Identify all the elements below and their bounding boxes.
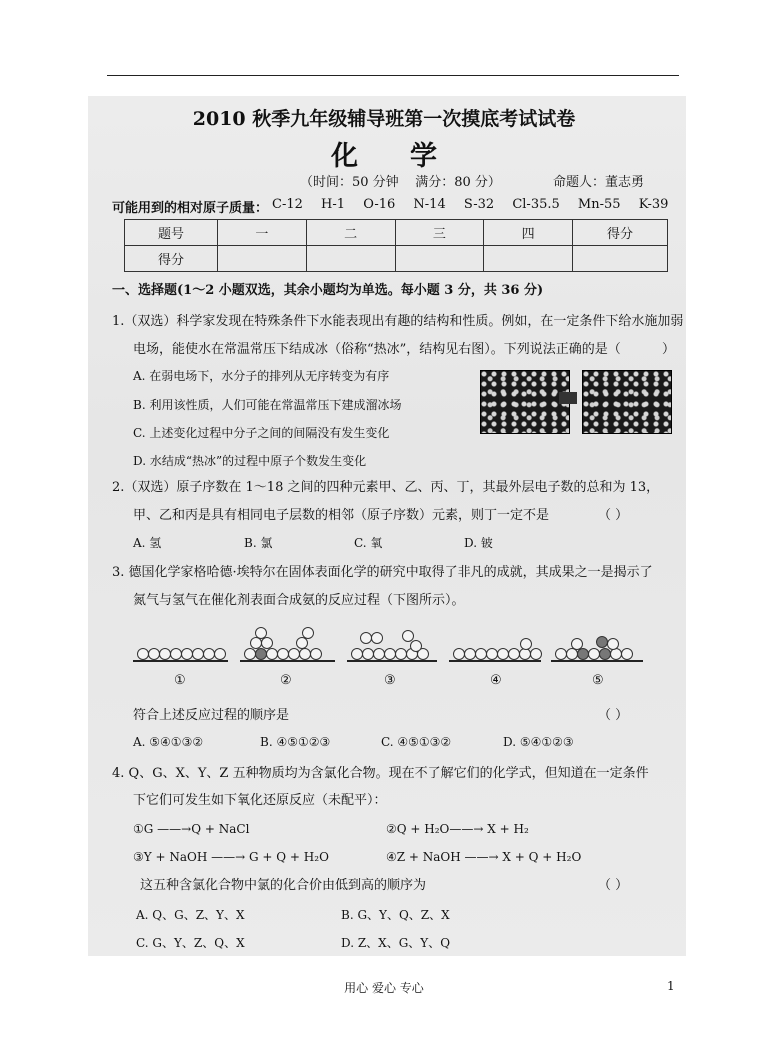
- diagram-label: ④: [490, 673, 502, 688]
- q2-answer-paren[interactable]: （ ）: [598, 508, 629, 523]
- atomic-mass-item: N-14: [413, 197, 446, 212]
- score-table-score-row: [125, 246, 668, 272]
- atom: [261, 637, 273, 649]
- q1-option-a[interactable]: A. 在弱电场下，水分子的排列从无序转变为有序: [133, 369, 390, 383]
- atom: [530, 648, 542, 660]
- q3-option-a[interactable]: A. ⑤④①③②: [133, 735, 204, 749]
- exam-full-score: 满分：80 分）: [415, 175, 501, 190]
- score-table-header-row: [125, 220, 668, 246]
- catalyst-surface: [347, 660, 437, 662]
- q4-equation-4: ④Z + NaOH ——→ X + Q + H₂O: [386, 850, 582, 864]
- score-cell[interactable]: [484, 246, 573, 272]
- q4-stem-line2: 下它们可发生如下氧化还原反应（未配平）：: [133, 793, 387, 808]
- q4-answer-paren[interactable]: （ ）: [598, 878, 629, 893]
- q3-answer-paren[interactable]: （ ）: [598, 708, 629, 723]
- table-cell: 得分: [125, 246, 218, 272]
- q4-option-a[interactable]: A. Q、G、Z、Y、X: [136, 908, 245, 922]
- atom: [255, 627, 267, 639]
- q4-equation-3: ③Y + NaOH ——→ G + Q + H₂O: [133, 850, 329, 864]
- q3-option-c[interactable]: C. ④⑤①③②: [381, 735, 452, 749]
- atom: [520, 638, 532, 650]
- q4-stem-line1: 4. Q、G、X、Y、Z 五种物质均为含氯化合物。现在不了解它们的化学式，但知道在一定条件: [112, 766, 649, 781]
- table-cell: 二: [306, 220, 395, 246]
- atomic-mass-item: O-16: [363, 197, 396, 212]
- atom: [410, 640, 422, 652]
- section-heading: 一、选择题(1～2 小题双选，其余小题均为单选。每小题 3 分，共 36 分): [112, 283, 544, 298]
- catalyst-surface: [133, 660, 228, 662]
- q3-question: 符合上述反应过程的顺序是: [133, 708, 290, 723]
- q1-stem-line2: 电场，能使水在常温常压下结成冰（俗称“热冰”，结构见右图）。下列说法正确的是（: [133, 342, 621, 357]
- q4-equation-2: ②Q + H₂O——→ X + H₂: [386, 822, 529, 836]
- exam-author: 命题人：董志勇: [553, 175, 645, 190]
- q2-option-c[interactable]: C. 氧: [354, 536, 383, 550]
- q3-stem-line1: 3. 德国化学家格哈德·埃特尔在固体表面化学的研究中取得了非凡的成就，其成果之一是揭示了: [112, 565, 653, 580]
- exam-time: （时间：50 分钟: [300, 175, 399, 190]
- atomic-mass-item: Cl-35.5: [512, 197, 560, 212]
- q3-option-b[interactable]: B. ④⑤①②③: [260, 735, 331, 749]
- page-number: 1: [667, 979, 675, 993]
- atom: [607, 638, 619, 650]
- q1-option-b[interactable]: B. 利用该性质，人们可能在常温常压下建成溜冰场: [133, 398, 402, 412]
- diagram-label: ③: [384, 673, 396, 688]
- score-cell[interactable]: [306, 246, 395, 272]
- water-structure-image: [480, 370, 570, 434]
- exam-title: 2010 秋季九年级辅导班第一次摸底考试试卷: [192, 108, 576, 130]
- q4-question: 这五种含氯化合物中氯的化合价由低到高的顺序为: [140, 878, 427, 893]
- q1-stem-line1: 1.（双选）科学家发现在特殊条件下水能表现出有趣的结构和性质。例如，在一定条件下给水施加弱: [112, 314, 684, 329]
- score-cell[interactable]: [218, 246, 307, 272]
- arrow-right-icon: [559, 392, 577, 404]
- q2-option-d[interactable]: D. 铍: [464, 536, 493, 550]
- atomic-mass-item: H-1: [321, 197, 346, 212]
- atomic-mass-label: 可能用到的相对原子质量：: [112, 201, 269, 216]
- score-cell[interactable]: [395, 246, 484, 272]
- q3-stem-line2: 氮气与氢气在催化剂表面合成氨的反应过程（下图所示）。: [133, 593, 465, 608]
- q2-stem-line2: 甲、乙和丙是具有相同电子层数的相邻（原子序数）元素，则丁一定不是: [133, 508, 550, 523]
- q4-option-b[interactable]: B. G、Y、Q、Z、X: [341, 908, 450, 922]
- atomic-mass-item: S-32: [463, 197, 495, 212]
- catalyst-surface: [240, 660, 335, 662]
- diagram-label: ②: [280, 673, 292, 688]
- exam-info: [300, 171, 501, 190]
- table-cell: 一: [218, 220, 307, 246]
- score-table: [124, 219, 668, 272]
- diagram-label: ①: [174, 673, 186, 688]
- q4-equation-1: ①G ——→Q + NaCl: [133, 822, 250, 836]
- table-cell: 四: [484, 220, 573, 246]
- q4-option-d[interactable]: D. Z、X、G、Y、Q: [341, 936, 451, 950]
- table-cell: 题号: [125, 220, 218, 246]
- atomic-mass-list: [272, 197, 682, 212]
- atomic-mass-item: C-12: [272, 197, 303, 212]
- atom: [571, 638, 583, 650]
- atom: [371, 632, 383, 644]
- atom: [214, 648, 226, 660]
- table-cell: 三: [395, 220, 484, 246]
- atom: [310, 648, 322, 660]
- q1-option-d[interactable]: D. 水结成“热冰”的过程中原子个数发生变化: [133, 454, 367, 468]
- catalyst-surface: [551, 660, 643, 662]
- hot-ice-structure-image: [582, 370, 672, 434]
- atomic-mass-item: Mn-55: [577, 197, 621, 212]
- q4-option-c[interactable]: C. G、Y、Z、Q、X: [136, 936, 245, 950]
- q2-stem-line1: 2.（双选）原子序数在 1～18 之间的四种元素甲、乙、丙、丁，其最外层电子数的总和为 13，: [112, 480, 660, 495]
- diagram-label: ⑤: [592, 673, 604, 688]
- subject-title: 化学: [331, 141, 489, 172]
- q2-option-b[interactable]: B. 氯: [244, 536, 273, 550]
- header-rule: [107, 75, 679, 76]
- score-cell[interactable]: [573, 246, 668, 272]
- table-cell: 得分: [573, 220, 668, 246]
- atom: [621, 648, 633, 660]
- q1-option-c[interactable]: C. 上述变化过程中分子之间的间隔没有发生变化: [133, 426, 390, 440]
- footer-motto: 用心 爱心 专心: [344, 981, 424, 995]
- q3-option-d[interactable]: D. ⑤④①②③: [503, 735, 574, 749]
- q2-option-a[interactable]: A. 氢: [133, 536, 162, 550]
- atomic-mass-item: K-39: [638, 197, 669, 212]
- q1-answer-paren[interactable]: ）: [662, 342, 676, 357]
- catalyst-surface: [449, 660, 541, 662]
- atom: [302, 627, 314, 639]
